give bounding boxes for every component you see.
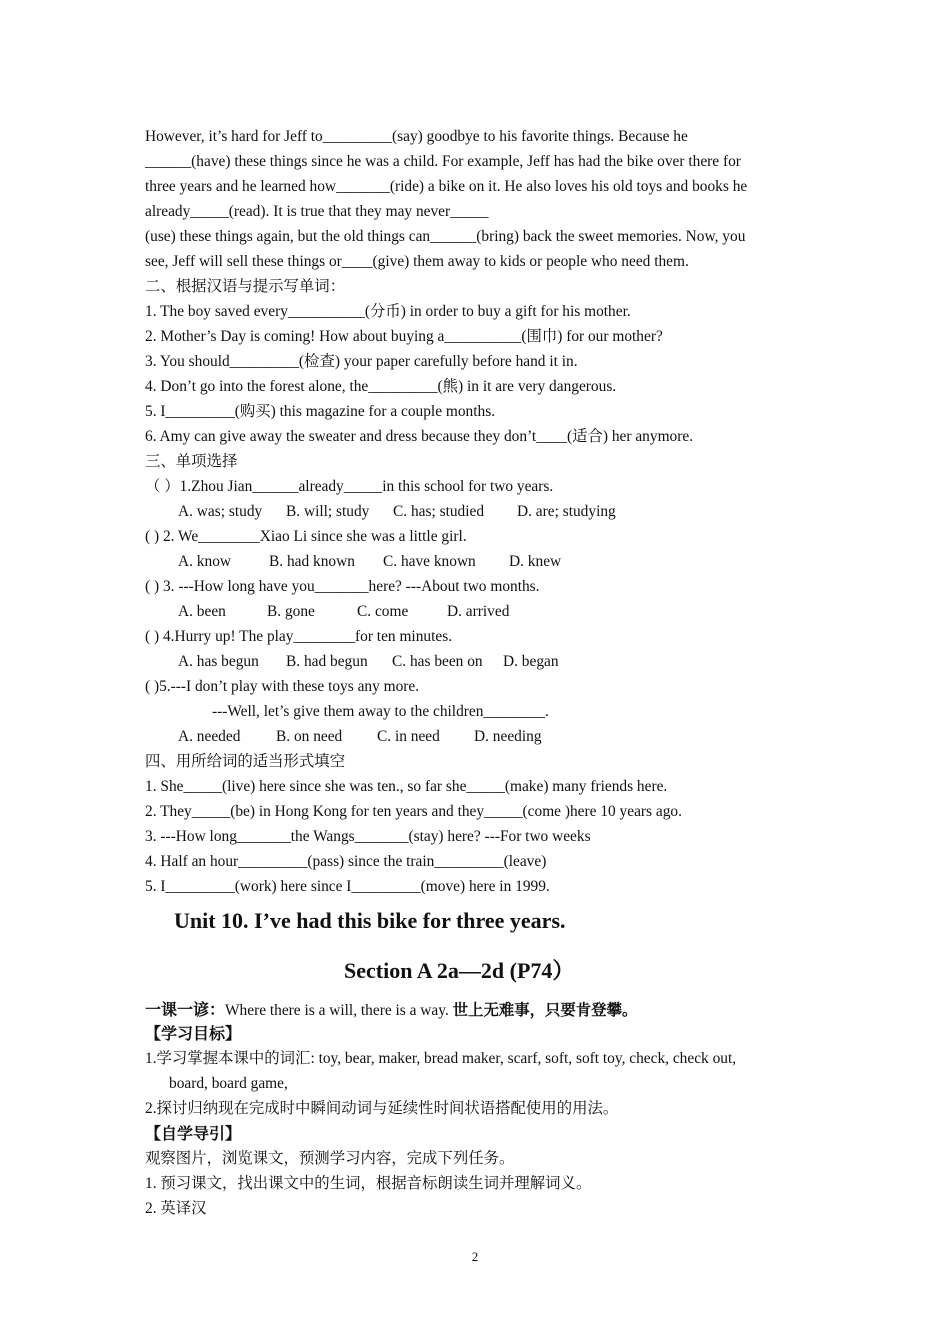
section-title: Section A 2a—2d (P74） xyxy=(344,958,575,983)
option-a: A. was; study xyxy=(178,503,263,520)
option-b: B. had begun xyxy=(286,653,368,670)
option-d: D. knew xyxy=(509,553,562,570)
option-b: B. gone xyxy=(267,603,315,620)
part2-item-2: 2. Mother’s Day is coming! How about buying a__________(围巾) for our mother? xyxy=(145,328,663,345)
goals-item-1-continued: board, board game, xyxy=(169,1075,288,1092)
passage-line-5: (use) these things again, but the old things can______(bring) back the sweet memories. Now, you xyxy=(145,228,746,245)
option-b: B. will; study xyxy=(286,503,370,520)
option-a: A. has begun xyxy=(178,653,259,670)
option-a: A. been xyxy=(178,603,226,620)
option-c: C. come xyxy=(357,603,409,620)
question-1-stem: （ ）1.Zhou Jian______already_____in this school for two years. xyxy=(145,478,554,495)
question-4-stem: ( ) 4.Hurry up! The play________for ten minutes. xyxy=(145,628,453,645)
question-1-options xyxy=(178,499,843,524)
question-2-options xyxy=(178,549,843,574)
guide-heading: 【自学导引】 xyxy=(145,1124,242,1143)
option-b: B. had known xyxy=(269,553,355,570)
passage-line-6: see, Jeff will sell these things or____(give) them away to kids or people who need them. xyxy=(145,253,689,270)
option-a: A. needed xyxy=(178,728,241,745)
guide-item-1: 1. 预习课文，找出课文中的生词，根据音标朗读生词并理解词义。 xyxy=(145,1175,592,1192)
question-2-stem: ( ) 2. We________Xiao Li since she was a little girl. xyxy=(145,528,467,545)
passage-line-3: three years and he learned how_______(ride) a bike on it. He also loves his old toys and books he xyxy=(145,178,748,195)
option-c: C. have known xyxy=(383,553,476,570)
motto-label: 一课一谚： xyxy=(145,1000,226,1019)
motto-text: Where there is a will, there is a way. xyxy=(225,1002,453,1019)
part4-item-5: 5. I_________(work) here since I_________(move) here in 1999. xyxy=(145,878,550,895)
part4-item-3: 3. ---How long_______the Wangs_______(stay) here? ---For two weeks xyxy=(145,828,591,845)
part3-heading: 三、单项选择 xyxy=(145,453,238,470)
part4-item-2: 2. They_____(be) in Hong Kong for ten years and they_____(come )here 10 years ago. xyxy=(145,803,682,820)
part2-heading: 二、根据汉语与提示写单词： xyxy=(145,278,346,295)
question-5-stem-reply: ---Well, let’s give them away to the children________. xyxy=(212,703,549,720)
motto-chinese: 世上无难事，只要肯登攀。 xyxy=(452,1002,638,1019)
part2-item-1: 1. The boy saved every__________(分币) in order to buy a gift for his mother. xyxy=(145,303,631,320)
option-b: B. on need xyxy=(276,728,343,745)
part2-item-5: 5. I_________(购买) this magazine for a couple months. xyxy=(145,403,496,420)
option-c: C. has been on xyxy=(392,653,483,670)
option-c: C. in need xyxy=(377,728,440,745)
motto xyxy=(145,997,810,1022)
part4-item-1: 1. She_____(live) here since she was ten., so far she_____(make) many friends here. xyxy=(145,778,668,795)
page-number: 2 xyxy=(471,1249,479,1264)
guide-intro: 观察图片，浏览课文，预测学习内容，完成下列任务。 xyxy=(145,1150,515,1167)
part2-item-6: 6. Amy can give away the sweater and dress because they don’t____(适合) her anymore. xyxy=(145,428,694,445)
part4-heading: 四、用所给词的适当形式填空 xyxy=(145,753,346,770)
option-d: D. arrived xyxy=(447,603,510,620)
question-3-stem: ( ) 3. ---How long have you_______here? ---About two months. xyxy=(145,578,540,595)
passage-line-1: However, it’s hard for Jeff to_________(say) goodbye to his favorite things. Because he xyxy=(145,128,688,145)
question-5-stem: ( )5.---I don’t play with these toys any more. xyxy=(145,678,420,695)
option-a: A. know xyxy=(178,553,232,570)
guide-item-2: 2. 英译汉 xyxy=(145,1200,207,1217)
part2-item-4: 4. Don’t go into the forest alone, the_________(熊) in it are very dangerous. xyxy=(145,378,617,395)
goals-heading: 【学习目标】 xyxy=(145,1024,242,1043)
goals-item-1: 1.学习掌握本课中的词汇: toy, bear, maker, bread maker, scarf, soft, soft toy, check, check out, xyxy=(145,1050,737,1067)
part4-item-4: 4. Half an hour_________(pass) since the train_________(leave) xyxy=(145,853,547,870)
passage-line-4: already_____(read). It is true that they may never_____ xyxy=(145,203,489,220)
goals-item-2: 2.探讨归纳现在完成时中瞬间动词与延续性时间状语搭配使用的用法。 xyxy=(145,1100,619,1117)
question-3-options xyxy=(178,599,843,624)
unit-title: Unit 10. I’ve had this bike for three years. xyxy=(174,908,566,933)
question-4-options xyxy=(178,649,843,674)
question-5-options xyxy=(178,724,843,749)
part2-item-3: 3. You should_________(检查) your paper carefully before hand it in. xyxy=(145,353,578,370)
option-d: D. are; studying xyxy=(517,503,616,520)
option-c: C. has; studied xyxy=(393,503,485,520)
option-d: D. began xyxy=(503,653,559,670)
passage-line-2: ______(have) these things since he was a child. For example, Jeff has had the bike over there for xyxy=(145,153,741,170)
option-d: D. needing xyxy=(474,728,542,745)
